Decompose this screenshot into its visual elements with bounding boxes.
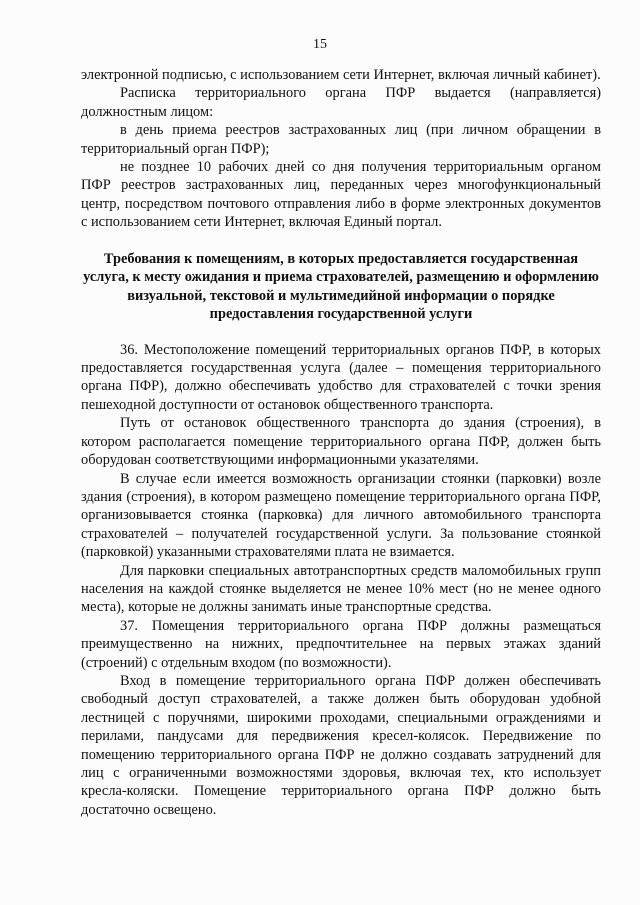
paragraph: в день приема реестров застрахованных лиц (при личном обращении в территориальный орган ПФР); <box>81 122 601 157</box>
paragraph: электронной подписью, с использованием сети Интернет, включая личный кабинет). <box>81 67 601 83</box>
paragraph: 37. Помещения территориального органа ПФР должны размещаться преимущественно на нижних, предпочтительнее на первых этажах зданий (строений) с отдельным входом (по возможности). <box>81 617 601 671</box>
document-body <box>81 66 601 819</box>
paragraph: В случае если имеется возможность организации стоянки (парковки) возле здания (строения), в котором размещено помещение территориального органа ПФР, организовывается стоянка (парковка) для личного автомобильного транспорта страхователей – получателей государственной услуги. За пользование стоянкой (парковкой) указанными страхователями плата не взимается. <box>81 470 601 561</box>
paragraph: 36. Местоположение помещений территориальных органов ПФР, в которых предоставляется государственная услуга (далее – помещения территориального органа ПФР), должно обеспечивать удобство для страхователей с точки зрения пешеходной доступности от остановок общественного транспорта. <box>81 341 601 413</box>
paragraph: не позднее 10 рабочих дней со дня получения территориальным органом ПФР реестров застрахованных лиц, переданных через многофункциональный центр, посредством почтового отправления либо в форме электронных документов с использованием сети Интернет, включая Единый портал. <box>81 159 601 231</box>
paragraph: Вход в помещение территориального органа ПФР должен обеспечивать свободный доступ страхователей, а также должен быть оборудован удобной лестницей с поручнями, широкими проходами, специальными ограждениями и перилами, пандусами для передвижения кресел-колясок. Передвижение по помещению территориального органа ПФР не должно создавать затруднений для лиц с ограниченными возможностями здоровья, включая тех, кто использует кресла-коляски. Помещение территориального органа ПФР должно быть достаточно освещено. <box>81 672 601 818</box>
section-heading: Требования к помещениям, в которых предоставляется государственная услуга, к месту ожидания и приема страхователей, размещению и оформлению визуальной, текстовой и мультимедийной информации о порядке предоставления государственной услуги <box>83 250 599 323</box>
paragraph: Расписка территориального органа ПФР выдается (направляется) должностным лицом: <box>81 85 601 120</box>
paragraph: Для парковки специальных автотранспортных средств маломобильных групп населения на каждой стоянке выделяется не менее 10% мест (но не менее одного места), которые не должны занимать иные транспортные средства. <box>81 562 601 616</box>
paragraph: Путь от остановок общественного транспорта до здания (строения), в котором располагается помещение территориального органа ПФР, должен быть оборудован соответствующими информационными указателями. <box>81 415 601 469</box>
page-number: 15 <box>313 37 327 52</box>
